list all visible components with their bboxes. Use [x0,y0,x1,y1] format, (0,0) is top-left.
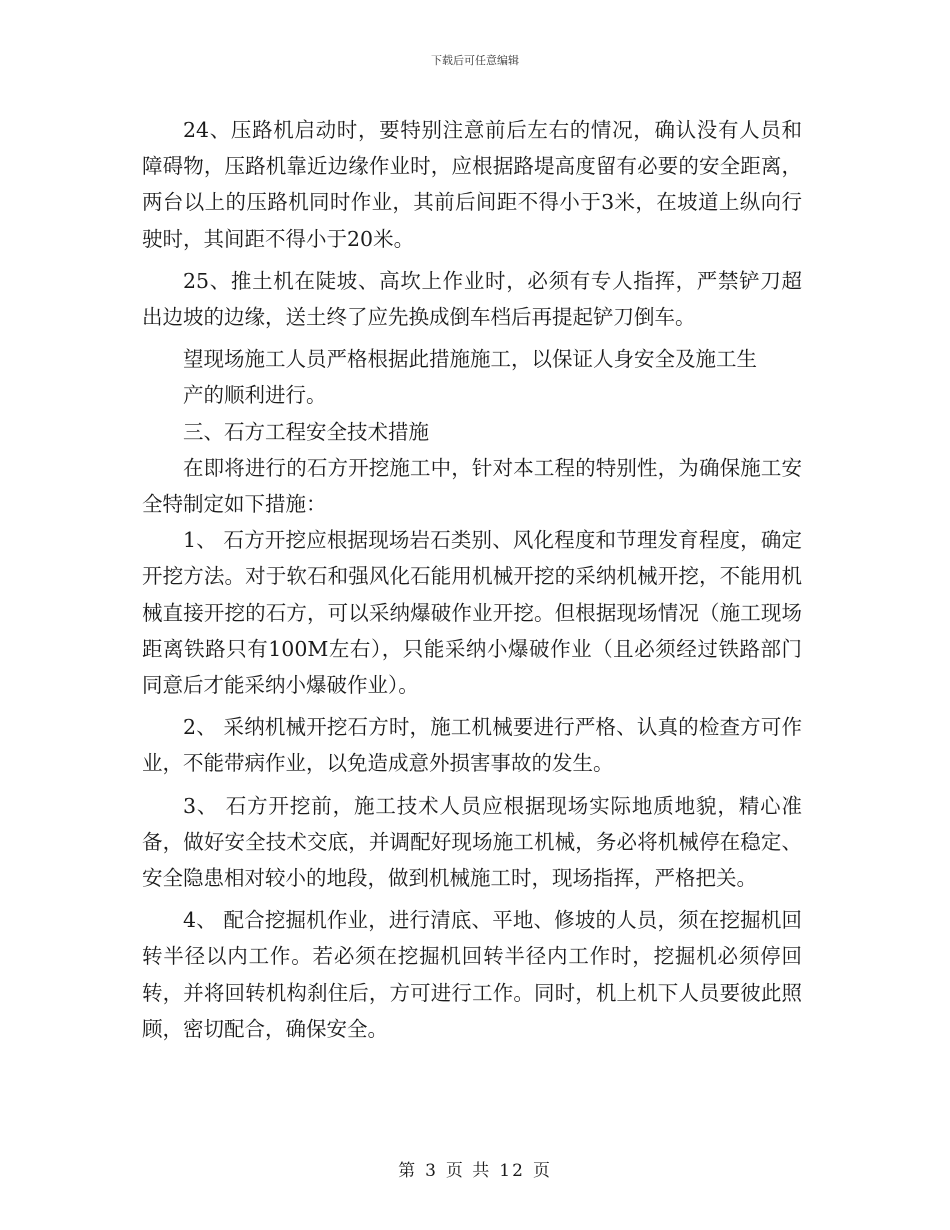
footer-prefix: 第 [398,1161,418,1181]
paragraph-closing-line2: 产的顺利进行。 [183,383,327,408]
section-heading-rock-works: 三、石方工程安全技术措施 [183,419,429,444]
footer-middle: 页 共 [445,1161,492,1181]
footer-total-pages: 12 [499,1161,525,1181]
page-footer [0,1156,950,1181]
footer-page-number: 3 [425,1161,438,1181]
paragraph-closing-line1: 望现场施工人员严格根据此措施施工，以保证人身安全及施工生 [183,347,757,372]
paragraph-item-1: 1、 石方开挖应根据现场岩石类别、风化程度和节理发育程度，确定开挖方法。对于软石和强风化石能用机械开挖的采纳机械开挖，不能用机械直接开挖的石方，可以采纳爆破作业开挖。但根据现场情况（施工现场距离铁路只有100M左右），只能采纳小爆破作业（且必须经过铁路部门同意后才能采纳小爆破作业）。 [142,528,802,698]
paragraph-item-3: 3、 石方开挖前，施工技术人员应根据现场实际地质地貌，精心准备，做好安全技术交底，并调配好现场施工机械，务必将机械停在稳定、安全隐患相对较小的地段，做到机械施工时，现场指挥，严格把关。 [142,793,802,891]
paragraph-item-4: 4、 配合挖掘机作业，进行清底、平地、修坡的人员，须在挖掘机回转半径以内工作。若必须在挖掘机回转半径内工作时，挖掘机必须停回转，并将回转机构刹住后，方可进行工作。同时，机上机下人员要彼此照顾，密切配合，确保安全。 [142,908,802,1041]
paragraph-item-25: 25、推土机在陡坡、高坎上作业时，必须有专人指挥，严禁铲刀超出边坡的边缘，送土终了应先换成倒车档后再提起铲刀倒车。 [142,268,802,330]
document-body [142,112,802,1047]
footer-suffix: 页 [532,1161,552,1181]
paragraph-item-2: 2、 采纳机械开挖石方时，施工机械要进行严格、认真的检查方可作业，不能带病作业，以免造成意外损害事故的发生。 [142,715,802,776]
page-header: 下载后可任意编辑 [431,54,519,67]
paragraph-intro: 在即将进行的石方开挖施工中，针对本工程的特别性，为确保施工安全特制定如下措施： [142,455,802,517]
paragraph-item-24: 24、压路机启动时，要特别注意前后左右的情况，确认没有人员和障碍物，压路机靠近边缘作业时，应根据路堤高度留有必要的安全距离，两台以上的压路机同时作业，其前后间距不得小于3米，在坡道上纵向行驶时，其间距不得小于20米。 [142,118,802,251]
